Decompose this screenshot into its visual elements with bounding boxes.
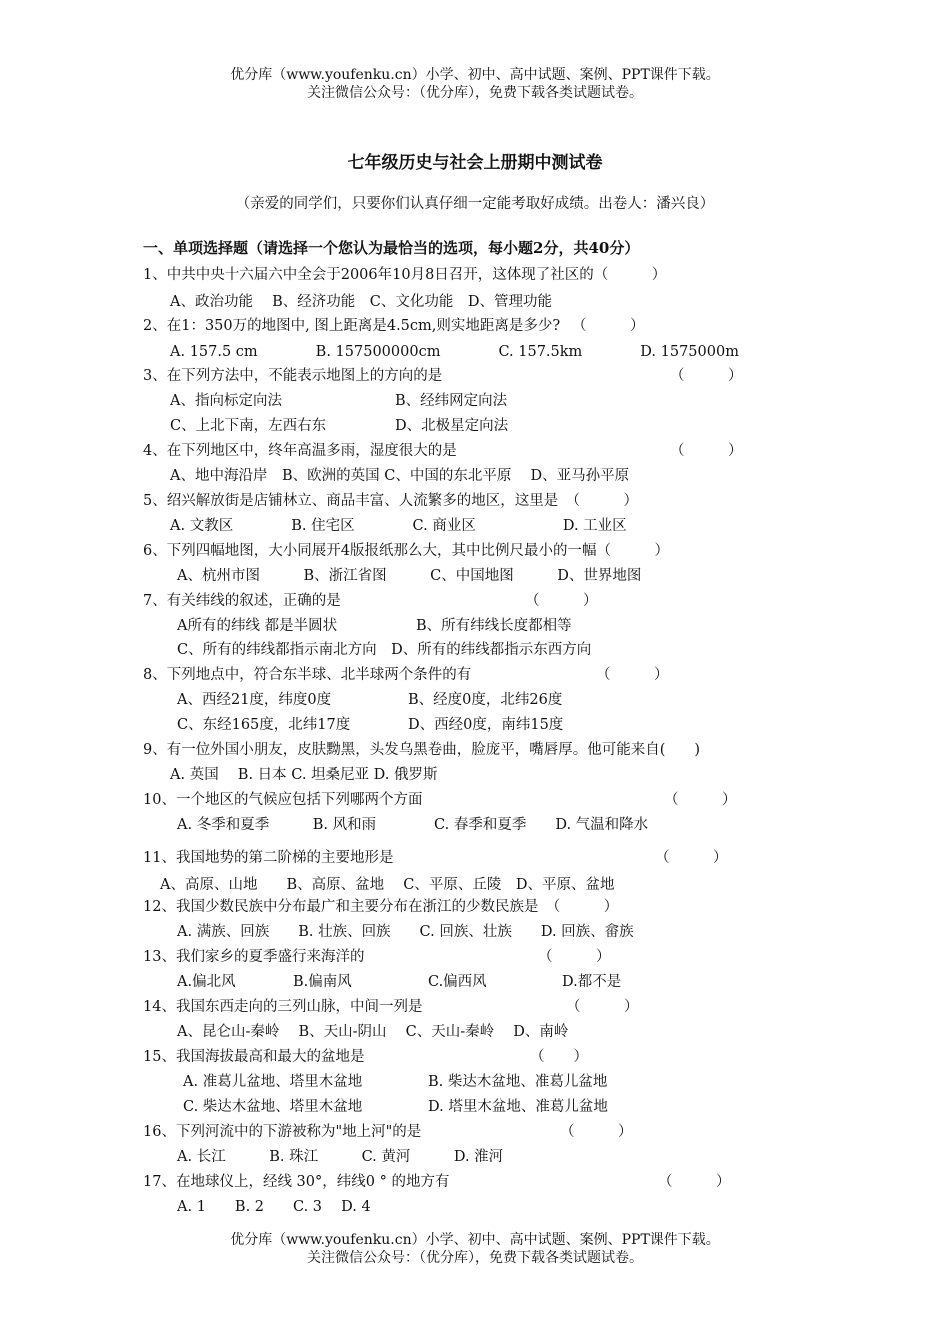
question-7-option-cd: C、所有的纬线都指示南北方向 D、所有的纬线都指示东西方向 — [177, 642, 592, 658]
question-1-options: A、政治功能 B、经济功能 C、文化功能 D、管理功能 — [170, 294, 552, 310]
question-3: 3、在下列方法中，不能表示地图上的方向的是 — [143, 368, 443, 384]
question-7-option-a: A所有的纬线 都是半圆状 — [177, 618, 338, 634]
question-9-options: A. 英国 B. 日本 C. 坦桑尼亚 D. 俄罗斯 — [170, 767, 438, 783]
question-15-blank: （ ） — [530, 1049, 588, 1065]
question-6-options: A、杭州市图 B、浙江省图 C、中国地图 D、世界地图 — [177, 568, 642, 584]
question-6: 6、下列四幅地图，大小同展开4版报纸那么大，其中比例尺最小的一幅（ ） — [143, 543, 669, 559]
question-15-option-c: C. 柴达木盆地、塔里木盆地 — [183, 1099, 363, 1115]
question-13-option-c: C.偏西风 — [428, 974, 487, 990]
question-7: 7、有关纬线的叙述，正确的是 — [143, 593, 341, 609]
question-3-option-b: B、经纬网定向法 — [395, 393, 508, 409]
question-13-option-b: B.偏南风 — [293, 974, 352, 990]
question-17: 17、在地球仪上，经线 30°，纬线0 ° 的地方有 — [143, 1174, 450, 1190]
question-3-option-d: D、北极星定向法 — [395, 418, 509, 434]
question-10-blank: （ ） — [664, 792, 737, 808]
section-heading: 一、单项选择题（请选择一个您认为最恰当的选项，每小题2分，共40分） — [143, 239, 640, 257]
question-3-blank: （ ） — [670, 368, 743, 384]
question-2-options: A. 157.5 cm B. 157500000cm C. 157.5km D. 1575000m — [170, 344, 739, 360]
question-16-options: A. 长江 B. 珠江 C. 黄河 D. 淮河 — [177, 1149, 504, 1165]
question-8-option-d: D、西经0度，南纬15度 — [408, 717, 564, 733]
question-14-options: A、昆仑山-秦岭 B、天山-阴山 C、天山-秦岭 D、南岭 — [177, 1024, 569, 1040]
question-7-blank: （ ） — [525, 593, 598, 609]
question-8-option-c: C、东经165度，北纬17度 — [177, 717, 351, 733]
header-line-1: 优分库（www.youfenku.cn）小学、初中、高中试题、案例、PPT课件下载。 — [230, 67, 720, 83]
question-12-options: A. 满族、回族 B. 壮族、回族 C. 回族、壮族 D. 回族、畲族 — [177, 924, 634, 940]
question-15: 15、我国海拔最高和最大的盆地是 — [143, 1049, 365, 1065]
footer-line-2: 关注微信公众号：（优分库），免费下载各类试题试卷。 — [307, 1250, 643, 1266]
question-9: 9、有一位外国小朋友，皮肤黝黑，头发乌黑卷曲，脸庞平，嘴唇厚。他可能来自( ) — [143, 742, 701, 758]
question-15-option-d: D. 塔里木盆地、准葛儿盆地 — [428, 1099, 608, 1115]
question-8-option-b: B、经度0度，北纬26度 — [408, 692, 563, 708]
question-4-options: A、地中海沿岸 B、欧洲的英国 C、中国的东北平原 D、亚马孙平原 — [170, 468, 630, 484]
question-8-option-a: A、西经21度，纬度0度 — [177, 692, 332, 708]
question-4-blank: （ ） — [670, 443, 743, 459]
question-7-option-b: B、所有纬线长度都相等 — [416, 618, 572, 634]
question-13: 13、我们家乡的夏季盛行来海洋的 — [143, 949, 365, 965]
question-4: 4、在下列地区中，终年高温多雨，湿度很大的是 — [143, 443, 457, 459]
question-8: 8、下列地点中，符合东半球、北半球两个条件的有 — [143, 667, 472, 683]
question-3-option-c: C、上北下南，左西右东 — [170, 418, 327, 434]
question-17-blank: （ ） — [658, 1174, 731, 1190]
page-title: 七年级历史与社会上册期中测试卷 — [347, 153, 603, 173]
question-2: 2、在1：350万的地图中, 图上距离是4.5cm,则实地距离是多少? （ ） — [143, 318, 645, 334]
question-15-option-a: A. 准葛儿盆地、塔里木盆地 — [183, 1074, 363, 1090]
question-16-blank: （ ） — [560, 1124, 633, 1140]
header-line-2: 关注微信公众号：（优分库），免费下载各类试题试卷。 — [307, 85, 643, 101]
question-10: 10、一个地区的气候应包括下列哪两个方面 — [143, 792, 423, 808]
question-13-option-d: D.都不是 — [562, 974, 622, 990]
question-11-blank: （ ） — [655, 850, 728, 866]
question-16: 16、下列河流中的下游被称为"地上河"的是 — [143, 1124, 422, 1140]
question-1: 1、中共中央十六届六中全会于2006年10月8日召开，这体现了社区的（ ） — [143, 267, 667, 283]
question-11: 11、我国地势的第二阶梯的主要地形是 — [143, 850, 394, 866]
question-10-options: A. 冬季和夏季 B. 风和雨 C. 春季和夏季 D. 气温和降水 — [177, 817, 649, 833]
question-11-options: A、高原、山地 B、高原、盆地 C、平原、丘陵 D、平原、盆地 — [160, 877, 615, 893]
footer-line-1: 优分库（www.youfenku.cn）小学、初中、高中试题、案例、PPT课件下载。 — [230, 1232, 720, 1248]
question-14-blank: （ ） — [566, 999, 639, 1015]
question-3-option-a: A、指向标定向法 — [170, 393, 282, 409]
question-15-option-b: B. 柴达木盆地、准葛儿盆地 — [428, 1074, 608, 1090]
question-13-blank: （ ） — [538, 949, 611, 965]
question-12: 12、我国少数民族中分布最广和主要分布在浙江的少数民族是 （ ） — [143, 899, 619, 915]
question-14: 14、我国东西走向的三列山脉，中间一列是 — [143, 999, 423, 1015]
question-5: 5、绍兴解放街是店铺林立、商品丰富、人流繁多的地区，这里是 （ ） — [143, 493, 638, 509]
subtitle: （亲爱的同学们，只要你们认真仔细一定能考取好成绩。出卷人：潘兴良） — [235, 196, 715, 212]
question-8-blank: （ ） — [596, 667, 669, 683]
question-17-options: A. 1 B. 2 C. 3 D. 4 — [177, 1199, 371, 1215]
question-5-options: A. 文教区 B. 住宅区 C. 商业区 D. 工业区 — [170, 518, 627, 534]
question-13-option-a: A.偏北风 — [177, 974, 236, 990]
